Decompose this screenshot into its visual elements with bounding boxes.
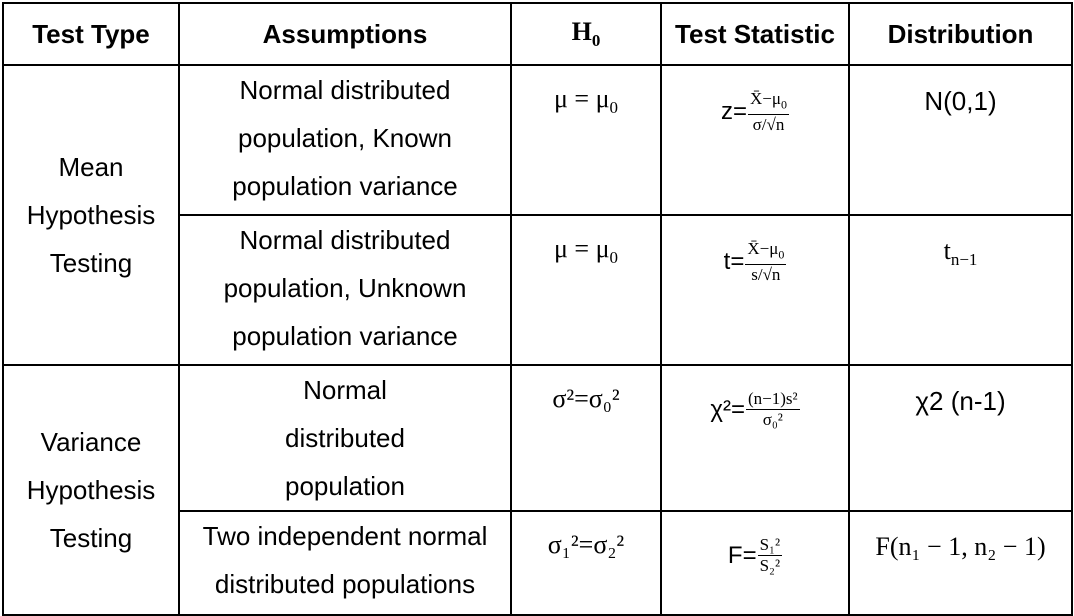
table-row: [3, 365, 1072, 511]
distribution-cell: F(n₁ − 1, n₂ − 1): [849, 511, 1072, 615]
header-row: [3, 3, 1072, 65]
header-test-statistic: Test Statistic: [661, 3, 849, 65]
group-mean-cell: [3, 65, 179, 365]
assumption-cell: Two independent normal distributed populations: [179, 511, 511, 615]
group-mean-label: Mean Hypothesis Testing: [26, 152, 156, 278]
h0-cell: σ²=σ₀²: [511, 365, 661, 511]
h0-cell: $\mu = \mu_0$: [511, 65, 661, 215]
statistic-cell: t= $\frac{X̄-\mu_0}{s/√n}$: [661, 215, 849, 365]
header-test-type: Test Type: [3, 3, 179, 65]
assumption-cell: Normal distributed population, Unknown population variance: [179, 215, 511, 365]
distribution-cell: $t_{n-1}$: [849, 215, 1072, 365]
statistic-cell: χ²= $\frac{\text{(n−1)s²}}{\text{σ₀²}}$: [661, 365, 849, 511]
assumption-cell: Normal distributed population: [179, 365, 511, 511]
header-assumptions: Assumptions: [179, 3, 511, 65]
distribution-cell: N(0,1): [849, 65, 1072, 215]
assumption-cell: Normal distributed population, Known population variance: [179, 65, 511, 215]
h0-cell: $\mu = \mu_0$: [511, 215, 661, 365]
group-variance-label: Variance Hypothesis Testing: [26, 427, 156, 553]
h0-cell: σ₁²=σ₂²: [511, 511, 661, 615]
statistic-cell: F= $\frac{\text{S₁²}}{\text{S₂²}}$: [661, 511, 849, 615]
distribution-cell: χ2 (n-1): [849, 365, 1072, 511]
hypothesis-testing-table: [2, 2, 1073, 616]
table-row: [3, 65, 1072, 215]
statistic-cell: z= $\frac{X̄-\mu_0}{\sigma/√n}$: [661, 65, 849, 215]
group-variance-cell: [3, 365, 179, 615]
header-h0: $H_0$: [511, 3, 661, 65]
header-distribution: Distribution: [849, 3, 1072, 65]
